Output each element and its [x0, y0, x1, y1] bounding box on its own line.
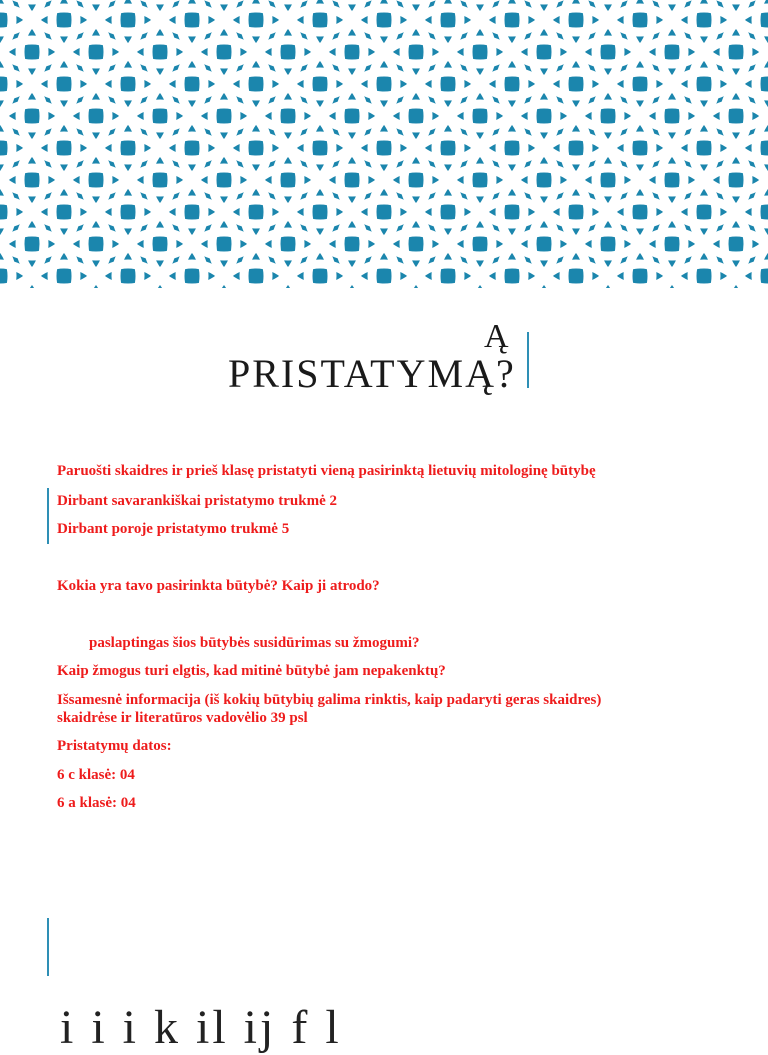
title-accent-line [527, 332, 529, 388]
slide-title [0, 318, 768, 398]
title-text: PRISTATYMĄ? [228, 351, 516, 396]
header-pattern-banner [0, 0, 768, 288]
content-line: Paruošti skaidres ir prieš klasę pristatyti vieną pasirinktą lietuvių mitologinę būtybę [57, 463, 596, 479]
content-line: Išsamesnė informacija (iš kokių būtybių galima rinktis, kaip padaryti geras skaidres) [57, 692, 602, 708]
content-line: Dirbant savarankiškai pristatymo trukmė 2 [57, 493, 338, 509]
bottom-accent-line [47, 918, 49, 976]
content-accent-line [47, 488, 49, 544]
content-line: Kaip žmogus turi elgtis, kad mitinė būtybė jam nepakenktų? [57, 663, 446, 679]
content-line: Kokia yra tavo pasirinkta būtybė? Kaip ji atrodo? [57, 578, 380, 594]
content-line: paslaptingas šios būtybės susidūrimas su žmogumi? [89, 635, 420, 651]
bottom-partial-text: i i i k il ij f l [60, 1001, 342, 1054]
content-line: Dirbant poroje pristatymo trukmė 5 [57, 521, 290, 537]
circle-pattern [0, 0, 768, 288]
content-line: skaidrėse ir literatūros vadovėlio 39 psl [57, 710, 308, 726]
content-line: 6 a klasė: 04 [57, 795, 136, 811]
content-line: 6 c klasė: 04 [57, 767, 135, 783]
title-top-letter: Ą [484, 318, 509, 355]
content-line: Pristatymų datos: [57, 738, 172, 754]
